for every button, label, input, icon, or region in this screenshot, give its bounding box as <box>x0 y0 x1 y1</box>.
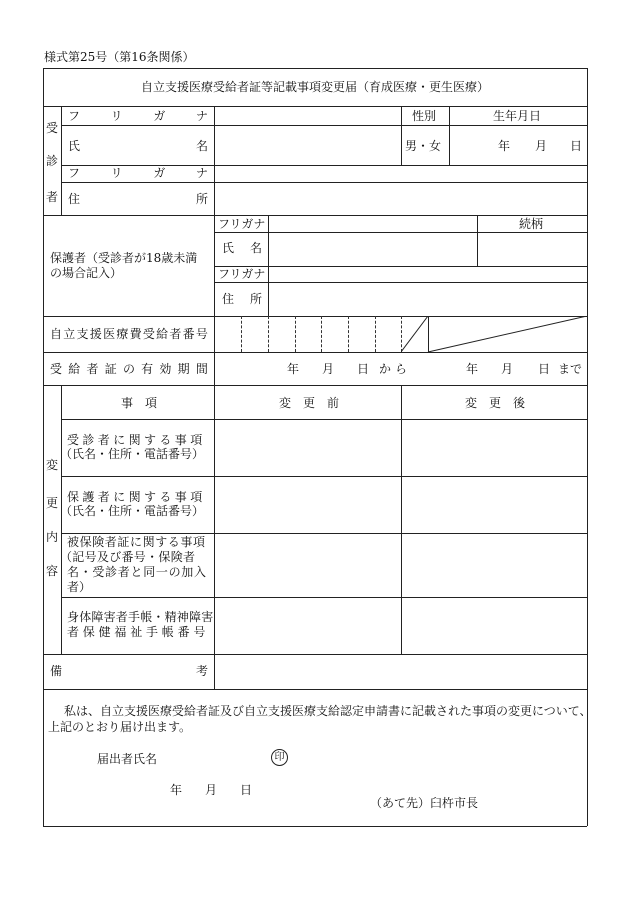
patient-address-label: 住 所 <box>68 192 208 206</box>
relationship-label: 続柄 <box>519 217 544 231</box>
validity-from-day: 日 <box>357 362 370 376</box>
dob-day-unit: 日 <box>570 139 583 153</box>
addressee: （あて先）臼杵市長 <box>370 796 479 810</box>
dob-label: 生年月日 <box>493 109 542 123</box>
guardian-furigana-label: フリガナ <box>218 217 266 231</box>
date-month-unit: 月 <box>205 783 218 797</box>
validity-to-word: まで <box>558 362 583 376</box>
validity-from-month: 月 <box>322 362 335 376</box>
guardian-label: 保護者（受診者が18歳未満 <box>50 251 198 265</box>
validity-label: 受 給 者 証 の 有 効 期 間 <box>50 362 208 376</box>
declaration-line-2: 上記のとおり届け出ます。 <box>48 720 192 734</box>
form-title: 自立支援医療受給者証等記載事項変更届（育成医療・更生医療） <box>140 80 489 94</box>
recipient-number-label: 自 立 支 援 医 療 費 受 給 者 番 号 <box>50 327 208 341</box>
validity-from-year: 年 <box>287 362 300 376</box>
declaration-line-1: 私は、自立支援医療受給者証及び自立支援医療支給認定申請書に記載された事項の変更について、 <box>64 704 592 718</box>
validity-from-word: から <box>379 362 412 376</box>
sex-label: 性別 <box>412 109 437 123</box>
diagonal-lines <box>401 316 588 353</box>
date-day-unit: 日 <box>240 783 253 797</box>
header-after: 変 更 後 <box>465 396 525 410</box>
guardian-address-furigana-label: フリガナ <box>218 267 266 281</box>
guardian-label-note: の場合記入） <box>50 266 123 280</box>
dob-month-unit: 月 <box>535 139 548 153</box>
guardian-address-label: 住 所 <box>222 292 262 306</box>
patient-furigana-label: フ リ ガ ナ <box>68 109 208 123</box>
remarks-label: 備 考 <box>50 664 208 678</box>
patient-address-furigana-label: フ リ ガ ナ <box>68 166 208 180</box>
header-before: 変 更 前 <box>279 396 339 410</box>
validity-to-month: 月 <box>501 362 514 376</box>
header-item: 事 項 <box>121 396 157 410</box>
validity-to-day: 日 <box>538 362 551 376</box>
patient-name-label: 氏 名 <box>68 139 208 153</box>
form-number: 様式第25号（第16条関係） <box>44 50 195 64</box>
sex-value[interactable]: 男・女 <box>405 139 442 153</box>
dob-year-unit: 年 <box>498 139 511 153</box>
guardian-name-label: 氏 名 <box>222 241 262 255</box>
signer-label: 届出者氏名 <box>97 752 158 766</box>
date-year-unit: 年 <box>170 783 183 797</box>
seal-mark: 印 <box>271 749 288 766</box>
validity-to-year: 年 <box>466 362 479 376</box>
